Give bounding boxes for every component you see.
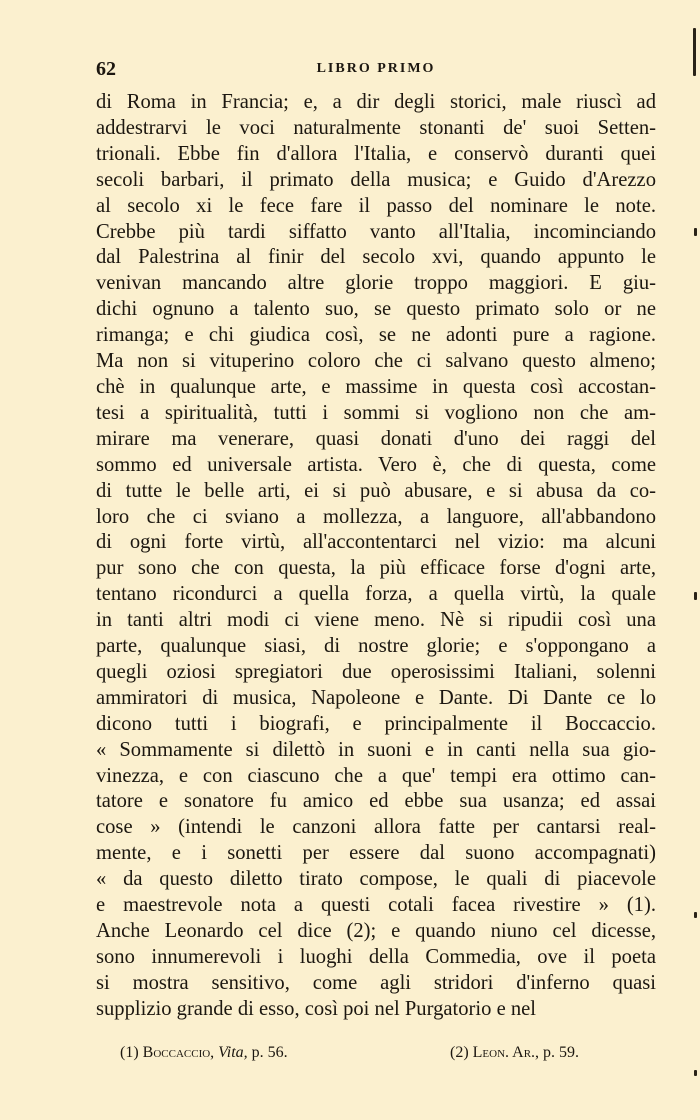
page-edge-mark <box>694 228 697 236</box>
text-line: in tanti altri modi ci viene meno. Nè si ripudii così una <box>96 609 656 632</box>
page-edge-mark <box>694 1070 697 1076</box>
text-line: Anche Leonardo cel dice (2); e quando niuno cel dicesse, <box>96 920 656 942</box>
footnote-marker: (2) <box>450 1044 469 1061</box>
text-line: di ogni forte virtù, all'accontentarci nel vizio: ma alcuni <box>96 531 656 554</box>
text-line: al secolo xi le fece fare il passo del nominare le note. <box>96 194 656 217</box>
page-edge-mark <box>694 912 697 918</box>
footnote-ref: p. 56. <box>251 1044 288 1061</box>
footnote-title: Vita, <box>218 1044 248 1061</box>
running-head: LIBRO PRIMO <box>316 61 436 76</box>
text-line: supplizio grande di esso, così poi nel Purgatorio e nel <box>96 997 537 1020</box>
text-line: trionali. Ebbe fin d'allora l'Italia, e conservò duranti quei <box>96 142 656 165</box>
page-header <box>96 58 656 86</box>
text-line: tentano ricondurci a quella forza, a quella virtù, la quale <box>96 583 656 606</box>
text-line: dicono tutti i biografi, e principalmente il Boccaccio. <box>96 712 656 735</box>
text-line: ammiratori di musica, Napoleone e Dante. Di Dante ce lo <box>96 686 656 709</box>
text-line: mirare ma venerare, quasi donati d'uno dei raggi del <box>96 427 656 450</box>
page-edge-mark <box>693 28 696 76</box>
text-line: cose » (intendi le canzoni allora fatte per cantarsi real- <box>96 816 656 839</box>
footnote-author: Leon. Ar., <box>472 1044 540 1061</box>
footnote <box>120 1044 288 1062</box>
text-line: sommo ed universale artista. Vero è, che di questa, come <box>96 453 656 476</box>
text-line: mente, e i sonetti per essere dal suono accompagnati) <box>96 842 656 865</box>
text-line: rimanga; e chi giudica così, se ne adonti pure a ragione. <box>96 324 656 347</box>
text-line: e maestrevole nota a questi cotali facea rivestire » (1). <box>96 894 656 917</box>
text-line: di Roma in Francia; e, a dir degli storici, male riuscì ad <box>96 91 656 113</box>
text-line: addestrarvi le voci naturalmente stonanti de' suoi Setten- <box>96 116 656 139</box>
footnote-marker: (1) <box>120 1044 139 1061</box>
body-text <box>96 90 656 1023</box>
text-line: dal Palestrina al finir del secolo xvi, quando appunto le <box>96 246 656 269</box>
text-line: vinezza, e con ciascuno che a que' tempi era ottimo can- <box>96 764 656 787</box>
text-line: Ma non si vituperino coloro che ci salvano questo almeno; <box>96 350 656 373</box>
page-edge-mark <box>694 592 697 600</box>
text-line: pur sono che con questa, la più efficace forse d'ogni arte, <box>96 557 656 580</box>
page-number: 62 <box>96 58 116 80</box>
text-line: tesi a spiritualità, tutti i sommi si vogliono non che am- <box>96 401 656 424</box>
footnotes <box>120 1044 640 1068</box>
text-line: quegli oziosi spregiatori due operosissimi Italiani, solenni <box>96 660 656 683</box>
text-line: Crebbe più tardi siffatto vanto all'Italia, incominciando <box>96 220 656 243</box>
text-line: venivan mancando altre glorie troppo maggiori. E giu- <box>96 272 656 295</box>
text-line: si mostra sensitivo, come agli stridori d'inferno quasi <box>96 971 656 994</box>
text-line: dichi ognuno a talento suo, se questo primato solo or ne <box>96 298 656 321</box>
footnote-ref: p. 59. <box>543 1044 580 1061</box>
text-line: « da questo diletto tirato compose, le quali di piacevole <box>96 868 656 891</box>
text-line: loro che ci sviano a mollezza, a languore, all'abbandono <box>96 505 656 528</box>
text-line: secoli barbari, il primato della musica; e Guido d'Arezzo <box>96 168 656 191</box>
footnote-author: Boccaccio, <box>142 1044 215 1061</box>
text-line: « Sommamente si dilettò in suoni e in canti nella sua gio- <box>96 738 656 761</box>
text-line: sono innumerevoli i luoghi della Commedia, ove il poeta <box>96 945 656 968</box>
text-line: chè in qualunque arte, e massime in questa così accostan- <box>96 375 656 398</box>
text-line: di tutte le belle arti, ei si può abusare, e si abusa da co- <box>96 479 656 502</box>
footnote <box>450 1044 579 1062</box>
text-line: parte, qualunque siasi, di nostre glorie; e s'oppongano a <box>96 635 656 658</box>
text-line: tatore e sonatore fu amico ed ebbe sua usanza; ed assai <box>96 790 656 813</box>
